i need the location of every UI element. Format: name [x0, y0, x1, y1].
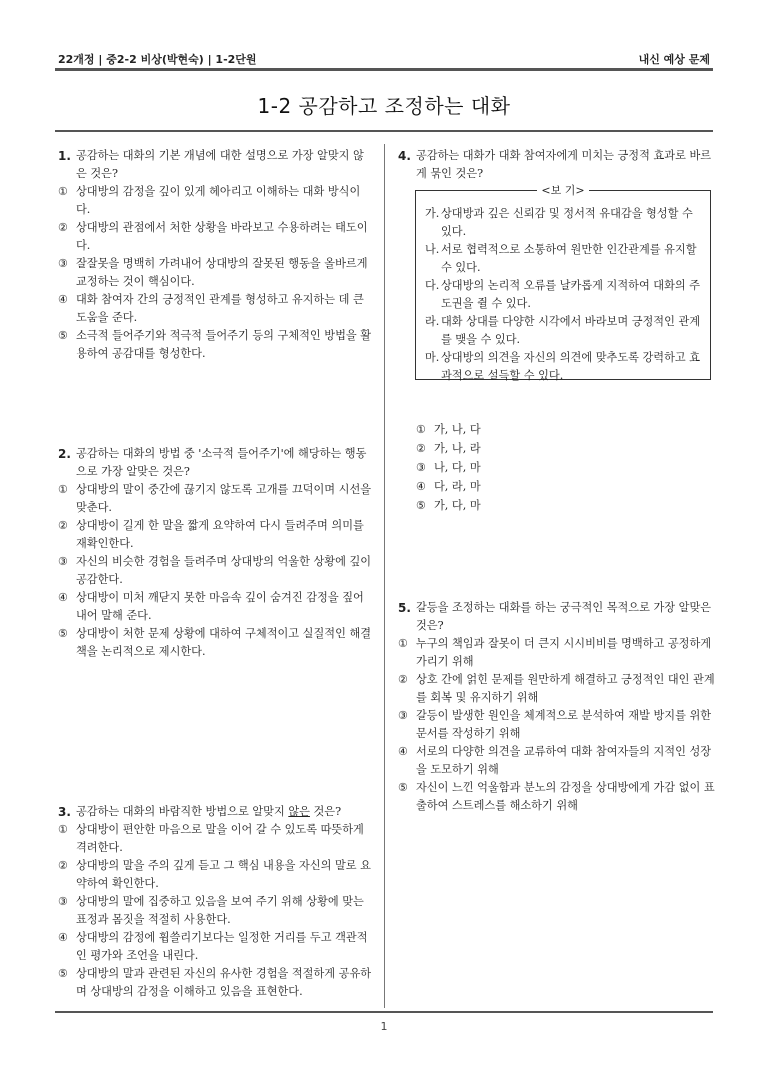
bogi-item-text: 상대방의 의견을 자신의 의견에 맞추도록 강력하고 효과적으로 설득할 수 있다. [441, 351, 701, 382]
question-stem [58, 147, 372, 183]
option-mark: ④ [58, 931, 69, 944]
option-mark: ③ [398, 709, 409, 722]
option-mark: ③ [58, 257, 69, 270]
page-header [55, 49, 713, 67]
option-text: 상대방의 말이 중간에 끊기지 않도록 고개를 끄덕이며 시선을 맞춘다. [76, 483, 372, 514]
option[interactable] [416, 458, 481, 477]
header-unit-info: 22개정 | 중2-2 비상(박현숙) | 1-2단원 [58, 53, 257, 66]
option[interactable] [58, 183, 372, 219]
option[interactable] [58, 327, 372, 363]
option[interactable] [416, 420, 481, 439]
question-3 [58, 803, 372, 1001]
question-number: 1. [58, 149, 71, 163]
bogi-item-mark: 마. [425, 351, 440, 364]
option-mark: ④ [398, 745, 409, 758]
bogi-item-text: 대화 상대를 다양한 시각에서 바라보며 긍정적인 관계를 맺을 수 있다. [441, 315, 701, 346]
option-text: 가, 다, 마 [434, 499, 481, 512]
footer-divider [55, 1011, 713, 1013]
option-mark: ④ [58, 293, 69, 306]
option-text: 다, 라, 마 [434, 480, 481, 493]
option[interactable] [58, 589, 372, 625]
option[interactable] [398, 743, 716, 779]
option-text: 상대방의 관점에서 처한 상황을 바라보고 수용하려는 태도이다. [76, 221, 368, 252]
bogi-item [425, 205, 705, 241]
option[interactable] [58, 929, 372, 965]
option-text: 상대방의 말에 집중하고 있음을 보여 주기 위해 상황에 맞는 표정과 몸짓을 적절히 사용한다. [76, 895, 364, 926]
question-text: 갈등을 조정하는 대화를 하는 궁극적인 목적으로 가장 알맞은 것은? [416, 601, 712, 632]
option-text: 상대방이 처한 문제 상황에 대하여 구체적이고 실질적인 해결책을 논리적으로 제시한다. [76, 627, 372, 658]
question-1 [58, 147, 372, 363]
option[interactable] [58, 517, 372, 553]
option-mark: ② [58, 859, 69, 872]
bogi-box [415, 184, 711, 382]
option[interactable] [416, 477, 481, 496]
header-divider [55, 68, 713, 71]
option-text: 갈등이 발생한 원인을 체계적으로 분석하여 재발 방지를 위한 문서를 작성하기 위해 [416, 709, 712, 740]
option[interactable] [416, 439, 481, 458]
option[interactable] [58, 893, 372, 929]
question-stem [58, 803, 372, 821]
option-mark: ⑤ [58, 627, 69, 640]
question-number: 2. [58, 447, 71, 461]
option-text: 대화 참여자 간의 긍정적인 관계를 형성하고 유지하는 데 큰 도움을 준다. [76, 293, 364, 324]
option-mark: ① [58, 823, 69, 836]
question-stem [398, 599, 716, 635]
option-text: 누구의 책임과 잘못이 더 큰지 시시비비를 명백하고 공정하게 가리기 위해 [416, 637, 712, 668]
option[interactable] [58, 857, 372, 893]
bogi-item-mark: 라. [425, 315, 440, 328]
option-mark: ② [58, 519, 69, 532]
page-number: 1 [380, 1020, 388, 1033]
option-text: 상대방이 미처 깨닫지 못한 마음속 깊이 숨겨진 감정을 짚어 내어 말해 준다. [76, 591, 364, 622]
option-text: 잘잘못을 명백히 가려내어 상대방의 잘못된 행동을 올바르게 교정하는 것이 핵심이다. [76, 257, 368, 288]
option[interactable] [58, 821, 372, 857]
question-text-before: 공감하는 대화의 바람직한 방법으로 알맞지 [76, 805, 289, 818]
bogi-item-text: 상대방과 깊은 신뢰감 및 정서적 유대감을 형성할 수 있다. [441, 207, 693, 238]
question-5 [398, 599, 716, 815]
option-text: 나, 다, 마 [434, 461, 481, 474]
bogi-item [425, 349, 705, 385]
question-4 [398, 147, 716, 183]
option[interactable] [416, 496, 481, 515]
option-mark: ② [398, 673, 409, 686]
option-text: 소극적 들어주기와 적극적 들어주기 등의 구체적인 방법을 활용하여 공감대를 형성한다. [76, 329, 372, 360]
option-mark: ③ [58, 895, 69, 908]
bogi-item [425, 313, 705, 349]
option-mark: ① [416, 423, 427, 436]
bogi-item [425, 241, 705, 277]
option-mark: ① [398, 637, 409, 650]
bogi-item-mark: 나. [425, 243, 440, 256]
option-mark: ② [58, 221, 69, 234]
option-text: 자신의 비슷한 경험을 들려주며 상대방의 억울한 상황에 깊이 공감한다. [76, 555, 372, 586]
option[interactable] [398, 671, 716, 707]
option-text: 상대방의 말과 관련된 자신의 유사한 경험을 적절하게 공유하며 상대방의 감정을 이해하고 있음을 표현한다. [76, 967, 372, 998]
bogi-item-text: 서로 협력적으로 소통하여 원만한 인간관계를 유지할 수 있다. [441, 243, 697, 274]
option-text: 상호 간에 얽힌 문제를 원만하게 해결하고 긍정적인 대인 관계를 회복 및 유지하기 위해 [416, 673, 715, 704]
option-mark: ⑤ [58, 967, 69, 980]
bogi-title-text: <보 기> [537, 184, 588, 197]
option-text: 상대방의 감정에 휩쓸리기보다는 일정한 거리를 두고 객관적인 평가와 조언을 내린다. [76, 931, 368, 962]
option[interactable] [58, 625, 372, 661]
option-text: 서로의 다양한 의견을 교류하여 대화 참여자들의 지적인 성장을 도모하기 위해 [416, 745, 712, 776]
option-text: 상대방이 길게 한 말을 짧게 요약하여 다시 들려주며 의미를 재확인한다. [76, 519, 364, 550]
question-text: 공감하는 대화의 방법 중 '소극적 들어주기'에 해당하는 행동으로 가장 알맞은 것은? [76, 447, 367, 478]
option-mark: ④ [416, 480, 427, 493]
bogi-item-mark: 가. [425, 207, 440, 220]
option-mark: ③ [58, 555, 69, 568]
option-text: 상대방이 편안한 마음으로 말을 이어 갈 수 있도록 따뜻하게 격려한다. [76, 823, 364, 854]
option-mark: ① [58, 483, 69, 496]
option[interactable] [58, 553, 372, 589]
option-mark: ① [58, 185, 69, 198]
option-text: 가, 나, 라 [434, 442, 481, 455]
question-text: 공감하는 대화의 기본 개념에 대한 설명으로 가장 알맞지 않은 것은? [76, 149, 364, 180]
question-number: 5. [398, 601, 411, 615]
option-text: 자신이 느낀 억울함과 분노의 감정을 상대방에게 가감 없이 표출하여 스트레스를 해소하기 위해 [416, 781, 715, 812]
option[interactable] [398, 635, 716, 671]
page-title: 1-2 공감하고 조정하는 대화 [257, 94, 511, 118]
bogi-list [425, 205, 705, 385]
bogi-item [425, 277, 705, 313]
option[interactable] [58, 481, 372, 517]
option[interactable] [58, 219, 372, 255]
question-text-after: 것은? [309, 805, 342, 818]
option[interactable] [398, 779, 716, 815]
title-divider [55, 130, 713, 132]
column-divider [384, 144, 385, 1008]
option[interactable] [58, 965, 372, 1001]
option-text: 가, 나, 다 [434, 423, 481, 436]
header-exam-label: 내신 예상 문제 [638, 53, 710, 66]
option-mark: ③ [416, 461, 427, 474]
option[interactable] [398, 707, 716, 743]
question-text: 공감하는 대화가 대화 참여자에게 미치는 긍정적 효과로 바르게 묶인 것은? [416, 149, 712, 180]
option[interactable] [58, 291, 372, 327]
option-mark: ⑤ [398, 781, 409, 794]
option-text: 상대방의 감정을 깊이 있게 헤아리고 이해하는 대화 방식이다. [76, 185, 361, 216]
question-4-options [416, 420, 481, 515]
question-number: 3. [58, 805, 71, 819]
option-mark: ④ [58, 591, 69, 604]
bogi-item-mark: 다. [425, 279, 440, 292]
bogi-item-text: 상대방의 논리적 오류를 날카롭게 지적하여 대화의 주도권을 쥘 수 있다. [441, 279, 701, 310]
bogi-title [416, 182, 710, 198]
option-mark: ⑤ [416, 499, 427, 512]
option-text: 상대방의 말을 주의 깊게 듣고 그 핵심 내용을 자신의 말로 요약하여 확인한다. [76, 859, 371, 890]
option-mark: ② [416, 442, 427, 455]
question-text-underlined: 않은 [288, 805, 310, 818]
question-number: 4. [398, 149, 411, 163]
option-mark: ⑤ [58, 329, 69, 342]
option[interactable] [58, 255, 372, 291]
question-2 [58, 445, 372, 661]
question-stem [398, 147, 716, 183]
question-stem [58, 445, 372, 481]
